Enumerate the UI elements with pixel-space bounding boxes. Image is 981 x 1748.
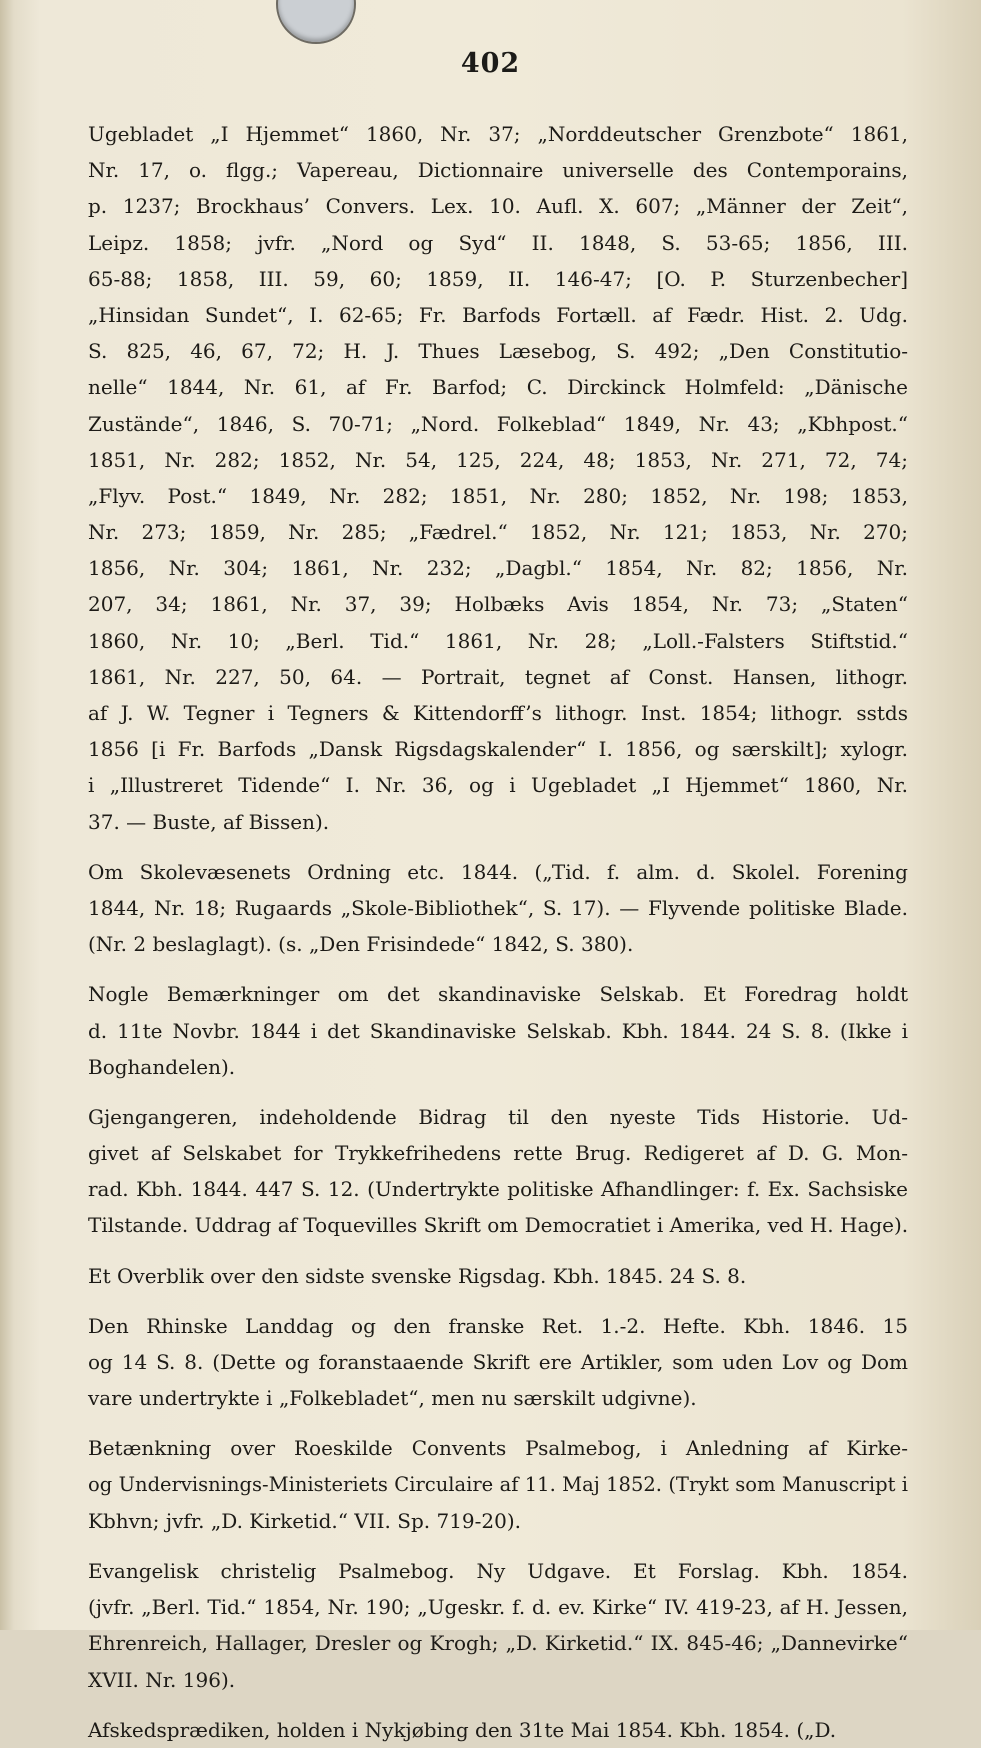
text-line: 1844, Nr. 18; Rugaards „Skole-Bibliothek“, S. 17). — Flyvende politiske Blade.	[88, 895, 908, 920]
text-line: Zustände“, 1846, S. 70-71; „Nord. Folkeblad“ 1849, Nr. 43; „Kbhpost.“	[88, 411, 908, 436]
text-line: Kbhvn; jvfr. „D. Kirketid.“ VII. Sp. 719-20).	[88, 1508, 522, 1533]
bibliography-entry	[88, 1308, 908, 1417]
bibliography-entry	[88, 976, 908, 1085]
text-line: vare undertrykte i „Folkebladet“, men nu særskilt udgivne).	[88, 1386, 697, 1411]
text-line: af J. W. Tegner i Tegners & Kittendorff’s lithogr. Inst. 1854; lithogr. sstds	[88, 701, 908, 725]
text-line: 1856, Nr. 304; 1861, Nr. 232; „Dagbl.“ 1854, Nr. 82; 1856, Nr.	[88, 556, 908, 581]
text-line: Leipz. 1858; jvfr. „Nord og Syd“ II. 1848, S. 53-65; 1856, III.	[88, 230, 908, 255]
page-number: 402	[460, 48, 521, 79]
text-line: Nr. 17, o. flgg.; Vapereau, Dictionnaire universelle des Contemporains,	[88, 158, 908, 183]
text-line: 65-88; 1858, III. 59, 60; 1859, II. 146-47; [O. P. Sturzenbecher]	[88, 266, 908, 291]
bibliography-entry	[88, 854, 908, 963]
text-line: 1851, Nr. 282; 1852, Nr. 54, 125, 224, 48; 1853, Nr. 271, 72, 74;	[88, 447, 908, 472]
text-line: Nogle Bemærkninger om det skandinaviske Selskab. Et Foredrag holdt	[88, 982, 908, 1007]
text-line: „Hinsidan Sundet“, I. 62-65; Fr. Barfods Fortæll. af Fædr. Hist. 2. Udg.	[88, 302, 908, 327]
bibliography-entry	[88, 1430, 908, 1539]
text-line: (jvfr. „Berl. Tid.“ 1854, Nr. 190; „Ugeskr. f. d. ev. Kirke“ IV. 419-23, af H. Jessen,	[88, 1595, 908, 1620]
text-line: Ugebladet „I Hjemmet“ 1860, Nr. 37; „Norddeutscher Grenzbote“ 1861,	[88, 122, 908, 146]
bibliography-entry	[88, 1712, 908, 1748]
text-line: og Undervisnings-Ministeriets Circulaire af 11. Maj 1852. (Trykt som Manuscript i	[88, 1472, 908, 1496]
text-line: Evangelisk christelig Psalmebog. Ny Udgave. Et Forslag. Kbh. 1854.	[88, 1558, 908, 1583]
text-line: „Flyv. Post.“ 1849, Nr. 282; 1851, Nr. 280; 1852, Nr. 198; 1853,	[88, 483, 908, 508]
text-line: 1860, Nr. 10; „Berl. Tid.“ 1861, Nr. 28; „Loll.-Falsters Stiftstid.“	[88, 628, 908, 653]
text-line: Betænkning over Roeskilde Convents Psalmebog, i Anledning af Kirke-	[88, 1436, 908, 1461]
text-line: S. 825, 46, 67, 72; H. J. Thues Læsebog, S. 492; „Den Constitutio-	[88, 339, 908, 364]
bibliography-entry	[88, 116, 908, 840]
text-line: d. 11te Novbr. 1844 i det Skandinaviske Selskab. Kbh. 1844. 24 S. 8. (Ikke i	[88, 1018, 908, 1043]
text-line: 1861, Nr. 227, 50, 64. — Portrait, tegnet af Const. Hansen, lithogr.	[88, 664, 908, 689]
text-line: givet af Selskabet for Trykkefrihedens rette Brug. Redigeret af D. G. Mon-	[88, 1141, 908, 1166]
text-line: 37. — Buste, af Bissen).	[88, 809, 330, 834]
page-text	[88, 116, 908, 1748]
text-line: Et Overblik over den sidste svenske Rigsdag. Kbh. 1845. 24 S. 8.	[88, 1263, 747, 1288]
text-line: 207, 34; 1861, Nr. 37, 39; Holbæks Avis 1854, Nr. 73; „Staten“	[88, 592, 908, 617]
text-line: Nr. 273; 1859, Nr. 285; „Fædrel.“ 1852, Nr. 121; 1853, Nr. 270;	[88, 520, 908, 545]
bibliography-entry	[88, 1099, 908, 1244]
text-line: Om Skolevæsenets Ordning etc. 1844. („Tid. f. alm. d. Skolel. Forening	[88, 859, 908, 884]
text-line: Den Rhinske Landdag og den franske Ret. 1.-2. Hefte. Kbh. 1846. 15	[88, 1313, 908, 1338]
text-line: nelle“ 1844, Nr. 61, af Fr. Barfod; C. Dirckinck Holmfeld: „Dänische	[88, 375, 908, 400]
text-line: p. 1237; Brockhaus’ Convers. Lex. 10. Aufl. X. 607; „Männer der Zeit“,	[88, 194, 908, 219]
text-line: (Nr. 2 beslaglagt). (s. „Den Frisindede“ 1842, S. 380).	[88, 932, 634, 957]
text-line: 1856 [i Fr. Barfods „Dansk Rigsdagskalender“ I. 1856, og særskilt]; xylogr.	[88, 737, 908, 762]
text-line: XVII. Nr. 196).	[88, 1667, 236, 1692]
text-line: og 14 S. 8. (Dette og foranstaaende Skrift ere Artikler, som uden Lov og Dom	[88, 1350, 908, 1374]
text-line: i „Illustreret Tidende“ I. Nr. 36, og i Ugebladet „I Hjemmet“ 1860, Nr.	[88, 773, 908, 798]
text-line: Tilstande. Uddrag af Toquevilles Skrift om Democratiet i Amerika, ved H. Hage).	[88, 1213, 909, 1238]
text-line: Boghandelen).	[88, 1054, 236, 1079]
text-line: Afskedsprædiken, holden i Nykjøbing den 31te Mai 1854. Kbh. 1854. („D.	[88, 1717, 837, 1742]
text-line: Gjengangeren, indeholdende Bidrag til den nyeste Tids Historie. Ud-	[88, 1104, 908, 1129]
punch-hole	[276, 0, 356, 44]
text-line: rad. Kbh. 1844. 447 S. 12. (Undertrykte politiske Afhandlinger: f. Ex. Sachsiske	[88, 1177, 908, 1202]
bibliography-entry	[88, 1553, 908, 1698]
text-line: Ehrenreich, Hallager, Dresler og Krogh; „D. Kirketid.“ IX. 845-46; „Dannevirke“	[88, 1631, 908, 1656]
bibliography-entry	[88, 1258, 908, 1294]
